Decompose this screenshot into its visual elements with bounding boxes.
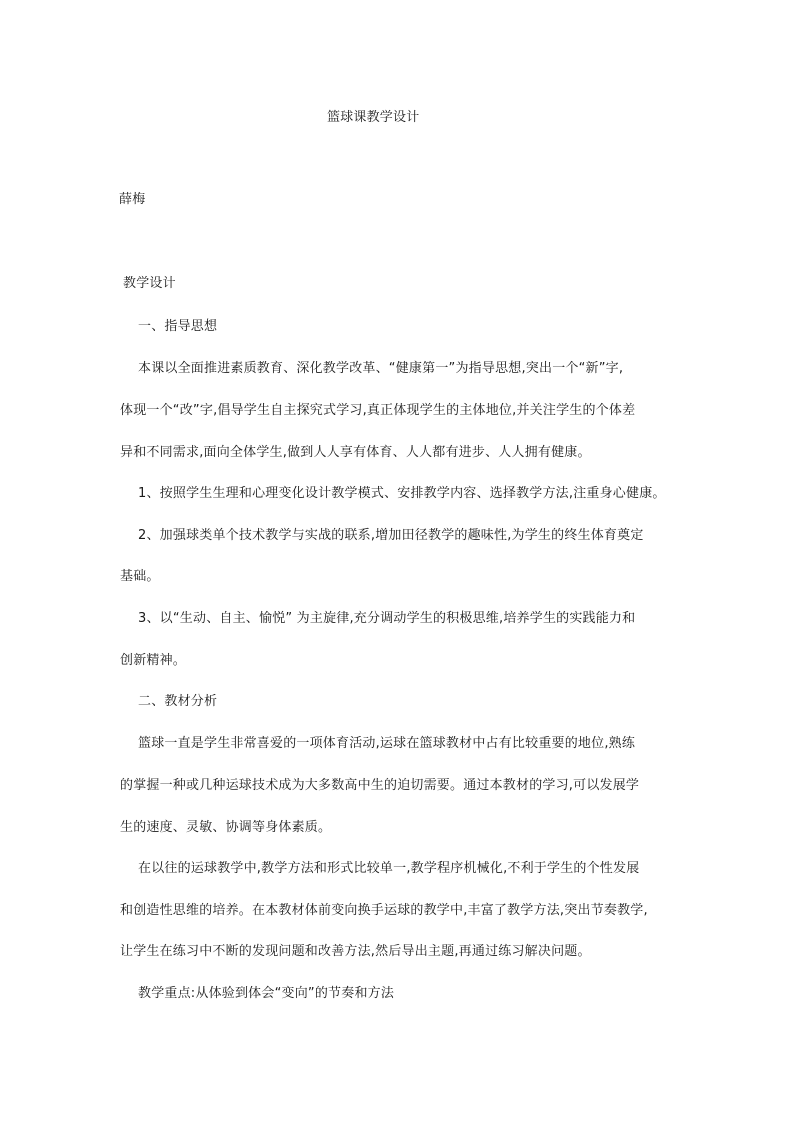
paragraph-line: 让学生在练习中不断的发现问题和改善方法,然后导出主题,再通过练习解决问题。 bbox=[120, 944, 591, 959]
heading-material-analysis: 二、教材分析 bbox=[138, 694, 218, 709]
paragraph-line: 本课以全面推进素质教育、深化教学改革、“健康第一”为指导思想,突出一个“新”字, bbox=[138, 361, 624, 376]
paragraph-line: 生的速度、灵敏、协调等身体素质。 bbox=[120, 820, 332, 835]
list-item-1: 1、按照学生生理和心理变化设计教学模式、安排教学内容、选择教学方法,注重身心健康。 bbox=[138, 486, 666, 501]
list-item-2-continued: 基础。 bbox=[120, 569, 160, 584]
list-item-2: 2、加强球类单个技术教学与实战的联系,增加田径教学的趣味性,为学生的终生体育奠定 bbox=[138, 528, 644, 543]
paragraph-line: 在以往的运球教学中,教学方法和形式比较单一,教学程序机械化,不利于学生的个性发展 bbox=[138, 861, 640, 876]
paragraph-line: 和创造性思维的培养。在本教材体前变向换手运球的教学中,丰富了教学方法,突出节奏教学, bbox=[120, 903, 648, 918]
heading-guiding-ideology: 一、指导思想 bbox=[138, 319, 218, 334]
paragraph-line: 篮球一直是学生非常喜爱的一项体育活动,运球在篮球教材中占有比较重要的地位,熟练 bbox=[138, 736, 636, 751]
paragraph-line: 的掌握一种或几种运球技术成为大多数高中生的迫切需要。通过本教材的学习,可以发展学 bbox=[120, 778, 640, 793]
section-heading: 教学设计 bbox=[123, 276, 176, 291]
author-name: 薛梅 bbox=[119, 192, 146, 207]
paragraph-line: 异和不同需求,面向全体学生,做到人人享有体育、人人都有进步、人人拥有健康。 bbox=[120, 445, 591, 460]
list-item-3-continued: 创新精神。 bbox=[120, 653, 187, 668]
list-item-3: 3、以“生动、自主、愉悦” 为主旋律,充分调动学生的积极思维,培养学生的实践能力和 bbox=[138, 611, 636, 626]
teaching-focus: 教学重点:从体验到体会“变向”的节奏和方法 bbox=[138, 986, 395, 1001]
document-title: 篮球课教学设计 bbox=[327, 110, 420, 125]
paragraph-line: 体现一个“改”字,倡导学生自主探究式学习,真正体现学生的主体地位,并关注学生的个体差 bbox=[120, 403, 636, 418]
